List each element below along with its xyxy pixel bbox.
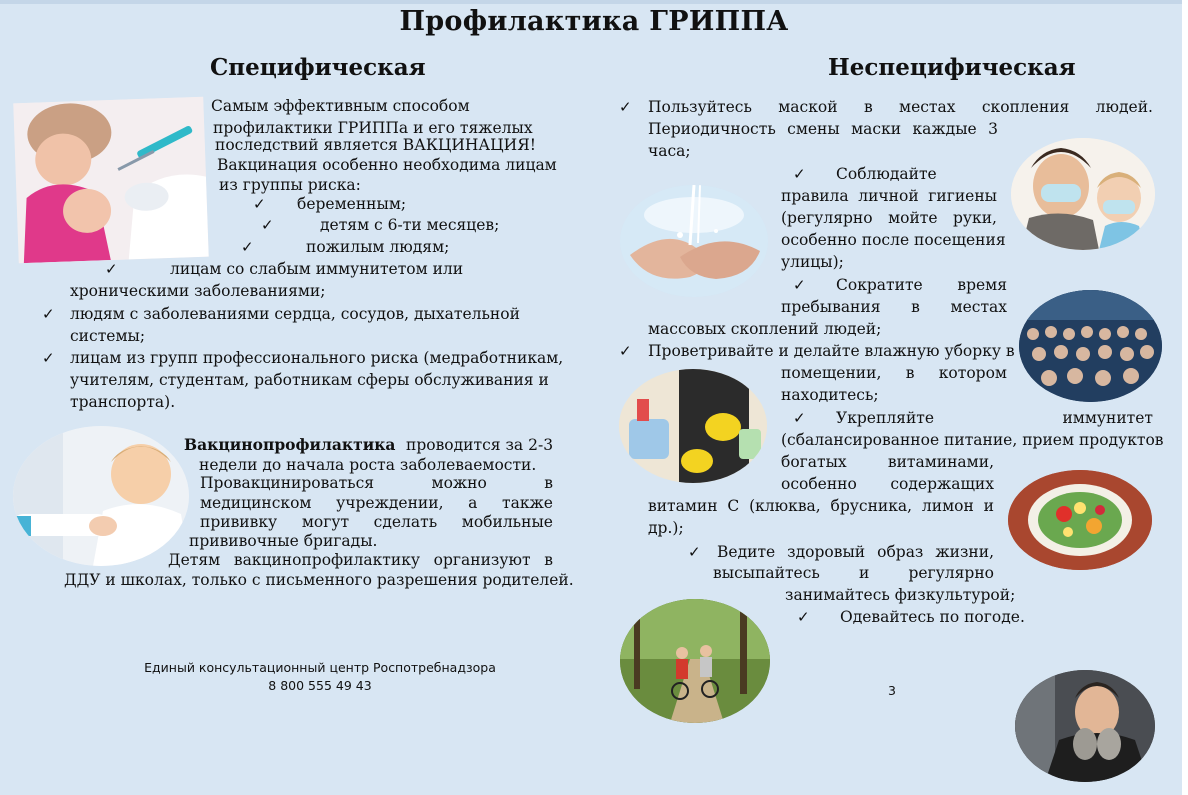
- mask-w8: смены: [787, 120, 840, 138]
- immune-line-5: [648, 495, 994, 517]
- imm-w7: витамин: [648, 497, 718, 515]
- mask-w3: в: [863, 98, 873, 116]
- vaccination-photo: [13, 97, 208, 264]
- immune-line-4: [781, 473, 994, 495]
- crowd-line-1: [836, 274, 1007, 296]
- lifestyle-line-3: занимайтесь физкультурой;: [785, 586, 1016, 604]
- mask-w11: 3: [988, 120, 998, 138]
- hyg-w3: гигиены: [928, 187, 997, 205]
- vaccino-w3: в: [544, 474, 553, 492]
- vaccino-w4: медицинском: [200, 494, 312, 512]
- footer-organization: Единый консультационный центр Роспотребнадзора: [144, 660, 496, 675]
- imm-w1: Укрепляйте: [836, 409, 935, 427]
- air-w2: в: [905, 364, 915, 382]
- crowd-photo: [1019, 290, 1162, 402]
- imm-w12: и: [983, 497, 994, 515]
- handwashing-photo: [620, 185, 768, 297]
- hyg-w4: (регулярно: [781, 209, 873, 227]
- page-number: 3: [888, 683, 896, 698]
- vaccino-w13: вакцинопрофилактику: [233, 551, 420, 569]
- mask-line-2: [648, 118, 998, 140]
- air-line-3: находитесь;: [781, 386, 879, 404]
- cycling-photo: [620, 599, 770, 723]
- mask-w1: Пользуйтесь: [648, 98, 752, 116]
- vaccino-w5: учреждении,: [336, 494, 444, 512]
- vaccino-line-1: проводится за 2-3: [406, 436, 554, 454]
- imm-w6: содержащих: [890, 475, 994, 493]
- check-icon: ✓: [261, 216, 274, 234]
- vaccino-title: Вакцинопрофилактика: [184, 435, 396, 454]
- imm-w9: (клюква,: [749, 497, 821, 515]
- specific-heading: Специфическая: [210, 54, 426, 81]
- intro-line-2: профилактики ГРИППа и его тяжелых: [213, 119, 533, 137]
- mask-w10: каждые: [912, 120, 977, 138]
- hyg-w2: личной: [858, 187, 919, 205]
- check-icon: ✓: [241, 238, 254, 256]
- check-icon: ✓: [797, 608, 810, 626]
- imm-w8: С: [727, 497, 740, 515]
- check-icon: ✓: [42, 305, 55, 323]
- lifestyle-line-2: [713, 562, 994, 584]
- air-line-2: [781, 362, 1007, 384]
- crowd-line-2: [781, 296, 1007, 318]
- weather-line: Одевайтесь по погоде.: [840, 608, 1025, 626]
- mask-w5: скопления: [981, 98, 1070, 116]
- risk-heart: людям с заболеваниями сердца, сосудов, дыхательной: [70, 305, 520, 323]
- page-title: Профилактика ГРИППА: [399, 6, 789, 37]
- check-icon: ✓: [793, 165, 806, 183]
- mask-w9: маски: [851, 120, 902, 138]
- lifestyle-line-1: [717, 541, 994, 563]
- check-icon: ✓: [688, 543, 701, 561]
- life-w2: здоровый: [787, 543, 866, 561]
- warm-clothes-photo: [1015, 670, 1155, 782]
- crowd-w2: время: [957, 276, 1007, 294]
- hygiene-line-4: особенно после посещения: [781, 231, 1006, 249]
- vaccino-w10: сделать: [373, 513, 438, 531]
- mask-w6: людей.: [1095, 98, 1153, 116]
- air-line-1: Проветривайте и делайте влажную уборку в: [648, 342, 1015, 360]
- vaccino-line-7: [168, 549, 553, 571]
- hyg-w5: мойте: [888, 209, 938, 227]
- vaccino-w9: могут: [301, 513, 350, 531]
- masks-photo: [1011, 138, 1155, 250]
- intro-line-1: Самым эффективным способом: [211, 97, 470, 115]
- crowd-w1: Сократите: [836, 276, 923, 294]
- risk-chronic: хроническими заболеваниями;: [70, 282, 326, 300]
- imm-w4: витаминами,: [887, 453, 994, 471]
- life-w1: Ведите: [717, 543, 776, 561]
- immune-line-2: (сбалансированное питание, прием продуктов: [781, 431, 1164, 449]
- mask-line-1: [648, 96, 1153, 118]
- vaccino-w14: организуют: [433, 551, 531, 569]
- check-icon: ✓: [793, 409, 806, 427]
- risk-weak-immunity: лицам со слабым иммунитетом или: [170, 260, 464, 278]
- immune-line-6: др.);: [648, 519, 684, 537]
- imm-w3: богатых: [781, 453, 847, 471]
- intro-line-5: из группы риска:: [219, 176, 361, 194]
- hygiene-line-2: [781, 185, 997, 207]
- vaccino-w7: также: [502, 494, 553, 512]
- page-right-border: [1182, 0, 1188, 795]
- life-w6: и: [858, 564, 870, 582]
- risk-professional-end: транспорта).: [70, 393, 176, 411]
- vaccino-w11: мобильные: [461, 513, 553, 531]
- immune-line-3: [781, 451, 994, 473]
- check-icon: ✓: [619, 342, 632, 360]
- vaccino-line-8: ДДУ и школах, только с письменного разрешения родителей.: [64, 571, 574, 589]
- footer-phone: 8 800 555 49 43: [268, 678, 372, 693]
- hyg-w6: руки,: [953, 209, 997, 227]
- mask-line-3: часа;: [648, 142, 691, 160]
- life-w3: образ: [877, 543, 924, 561]
- vaccino-line-6: прививочные бригады.: [189, 532, 378, 550]
- imm-w11: лимон: [921, 497, 974, 515]
- nonspecific-heading: Неспецифическая: [828, 54, 1076, 81]
- crowd-w4: в: [911, 298, 920, 316]
- crowd-w5: местах: [950, 298, 1007, 316]
- life-w7: регулярно: [908, 564, 994, 582]
- vaccino-w1: Провакцинироваться: [200, 474, 375, 492]
- imm-w2: иммунитет: [1062, 409, 1153, 427]
- vaccino-w2: можно: [431, 474, 487, 492]
- hyg-w1: правила: [781, 187, 849, 205]
- crowd-line-3: массовых скоплений людей;: [648, 320, 882, 338]
- mask-w2: маской: [778, 98, 838, 116]
- immune-line-1: [836, 407, 1153, 429]
- mask-w4: местах: [899, 98, 956, 116]
- check-icon: ✓: [619, 98, 632, 116]
- vaccino-bold: [184, 434, 395, 456]
- vaccino-w15: в: [544, 551, 553, 569]
- risk-professional: лицам из групп профессионального риска (медработникам,: [70, 349, 564, 367]
- salad-photo: [1008, 470, 1152, 570]
- risk-children: детям с 6-ти месяцев;: [320, 216, 500, 234]
- cleaning-photo: [619, 369, 767, 483]
- air-w1: помещении,: [781, 364, 882, 382]
- check-icon: ✓: [253, 195, 266, 213]
- vaccino-w6: а: [468, 494, 478, 512]
- hygiene-line-1: Соблюдайте: [836, 165, 937, 183]
- hygiene-line-5: улицы);: [781, 253, 844, 271]
- intro-line-3: последствий является ВАКЦИНАЦИЯ!: [215, 136, 536, 154]
- vaccino-w12: Детям: [168, 551, 221, 569]
- air-w3: котором: [938, 364, 1007, 382]
- risk-heart-cont: системы;: [70, 327, 146, 345]
- risk-elderly: пожилым людям;: [306, 238, 450, 256]
- check-icon: ✓: [105, 260, 118, 278]
- intro-line-4: Вакцинация особенно необходима лицам: [217, 156, 557, 174]
- vaccino-line-3: [200, 472, 553, 494]
- hygiene-line-3: [781, 207, 997, 229]
- check-icon: ✓: [42, 349, 55, 367]
- vaccino-w8: прививку: [200, 513, 278, 531]
- crowd-w3: пребывания: [781, 298, 881, 316]
- risk-pregnant: беременным;: [297, 195, 407, 213]
- imm-w10: брусника,: [830, 497, 913, 515]
- mask-w7: Периодичность: [648, 120, 776, 138]
- imm-w5: особенно: [781, 475, 857, 493]
- page-top-border: [0, 0, 1188, 4]
- risk-professional-cont: учителям, студентам, работникам сферы обслуживания и: [70, 371, 549, 389]
- baby-vaccination-photo: [13, 426, 189, 566]
- life-w5: высыпайтесь: [713, 564, 820, 582]
- vaccino-line-2: недели до начала роста заболеваемости.: [199, 456, 537, 474]
- check-icon: ✓: [793, 276, 806, 294]
- life-w4: жизни,: [935, 543, 994, 561]
